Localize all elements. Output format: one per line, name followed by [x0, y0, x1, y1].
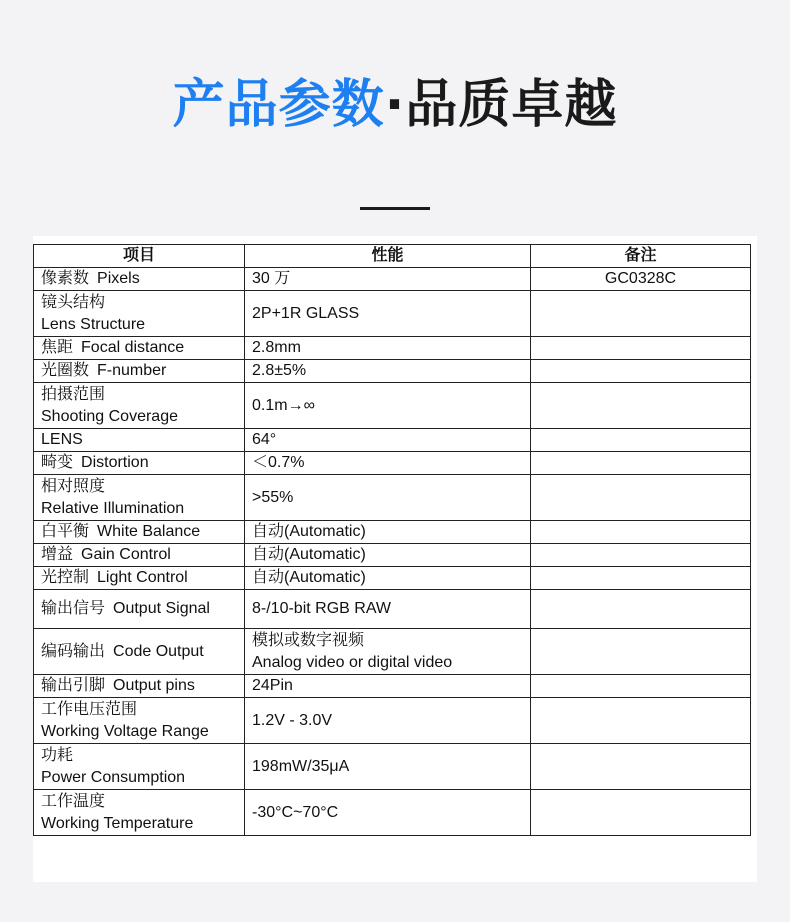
param-name-en: Output pins: [113, 677, 195, 694]
param-value-cell: [245, 475, 531, 521]
param-remark-cell: [531, 475, 751, 521]
param-name-en: Relative Illumination: [41, 499, 185, 517]
param-value-cell: [245, 452, 531, 475]
table-row: [34, 544, 751, 567]
param-remark-cell: [531, 337, 751, 360]
param-remark-cell: [531, 675, 751, 698]
table-row: [34, 790, 751, 836]
param-name-cell: [34, 475, 245, 521]
spec-sheet: [33, 236, 757, 882]
param-value: 64°: [252, 431, 277, 448]
param-remark-cell: [531, 452, 751, 475]
param-name-cn: 工作电压范围: [41, 700, 138, 718]
title-tagline: 品质卓越: [405, 75, 618, 135]
param-value: 2.8mm: [252, 339, 301, 356]
param-name-cn: 输出引脚: [41, 677, 106, 694]
param-remark-cell: [531, 698, 751, 744]
table-row: [34, 744, 751, 790]
table-row: [34, 360, 751, 383]
param-name-cn: 输出信号: [41, 600, 106, 617]
header-remark: 备注: [531, 245, 751, 268]
param-value-cell: [245, 383, 531, 429]
param-name-cell: [34, 790, 245, 836]
param-remark-cell: [531, 268, 751, 291]
param-name-en: LENS: [41, 431, 83, 448]
param-name-cn: 光圈数: [41, 362, 90, 379]
param-name-cn: 功耗: [41, 746, 74, 764]
page-title: [0, 72, 790, 138]
param-remark-cell: [531, 544, 751, 567]
param-remark-cell: [531, 291, 751, 337]
param-value-cell: [245, 337, 531, 360]
param-name-en: Gain Control: [81, 546, 171, 563]
param-name-en: Working Temperature: [41, 814, 194, 832]
param-name-cn: 增益: [41, 546, 74, 563]
param-name-cell: [34, 291, 245, 337]
param-name-en: Power Consumption: [41, 768, 186, 786]
param-name-cn: 工作温度: [41, 792, 106, 810]
table-row: [34, 521, 751, 544]
table-header-row: [34, 245, 751, 268]
param-value: >55%: [252, 488, 294, 506]
param-value: 24Pin: [252, 677, 293, 694]
table-row: [34, 675, 751, 698]
param-value-cell: [245, 744, 531, 790]
param-name-cn: 焦距: [41, 339, 74, 356]
param-remark-cell: [531, 790, 751, 836]
param-value: 自动(Automatic): [252, 546, 366, 563]
param-value: 2P+1R GLASS: [252, 304, 360, 322]
title-divider: [360, 207, 430, 210]
param-remark-cell: [531, 360, 751, 383]
param-name-cell: [34, 383, 245, 429]
param-name-cell: [34, 544, 245, 567]
param-name-cell: [34, 744, 245, 790]
param-value-cell: [245, 360, 531, 383]
param-name-cn: 编码输出: [41, 642, 106, 660]
param-value-cell: [245, 291, 531, 337]
param-remark-cell: [531, 429, 751, 452]
param-remark-cell: [531, 744, 751, 790]
table-row: [34, 337, 751, 360]
param-name-cn: 白平衡: [41, 523, 90, 540]
param-name-cn: 像素数: [41, 270, 90, 287]
param-name-cell: [34, 567, 245, 590]
table-row: [34, 452, 751, 475]
param-name-cn: 相对照度: [41, 477, 106, 495]
param-name-en: Working Voltage Range: [41, 722, 209, 740]
param-value: ＜0.7%: [252, 454, 305, 471]
table-row: [34, 629, 751, 675]
param-name-cell: [34, 629, 245, 675]
param-name-cell: [34, 675, 245, 698]
param-value-cell: [245, 675, 531, 698]
table-row: [34, 429, 751, 452]
param-name-en: F-number: [97, 362, 167, 379]
param-value-cell: [245, 521, 531, 544]
param-remark-cell: [531, 590, 751, 629]
param-value: 自动(Automatic): [252, 523, 366, 540]
param-value: 198mW/35μA: [252, 757, 350, 775]
param-name-cell: [34, 590, 245, 629]
param-name-en: White Balance: [97, 523, 201, 540]
param-value-cell: [245, 429, 531, 452]
table-row: [34, 590, 751, 629]
header-item: 项目: [34, 245, 245, 268]
param-name-cn: 镜头结构: [41, 293, 106, 311]
param-value: 0.1m→∞: [252, 396, 315, 414]
param-name-cell: [34, 268, 245, 291]
table-row: [34, 475, 751, 521]
param-value-cell: [245, 790, 531, 836]
header-performance: 性能: [245, 245, 531, 268]
param-value-cell: [245, 629, 531, 675]
param-name-en: Pixels: [97, 270, 140, 287]
param-remark-cell: [531, 521, 751, 544]
table-row: [34, 698, 751, 744]
table-row: [34, 291, 751, 337]
param-name-cell: [34, 360, 245, 383]
param-name-cn: 拍摄范围: [41, 385, 106, 403]
param-name-en: Focal distance: [81, 339, 185, 356]
param-value: 8-/10-bit RGB RAW: [252, 600, 391, 617]
title-highlight: 产品参数: [172, 75, 385, 135]
param-value: 模拟或数字视频: [252, 631, 365, 649]
param-value: 2.8±5%: [252, 362, 307, 379]
param-name-en: Light Control: [97, 569, 188, 586]
param-value: -30°C~70°C: [252, 803, 339, 821]
table-row: [34, 268, 751, 291]
param-value-cell: [245, 590, 531, 629]
param-value: 1.2V - 3.0V: [252, 711, 333, 729]
param-name-en: Shooting Coverage: [41, 407, 178, 425]
param-value-cell: [245, 698, 531, 744]
param-name-cell: [34, 429, 245, 452]
param-name-en: Distortion: [81, 454, 149, 471]
param-name-cell: [34, 521, 245, 544]
param-value: 30 万: [252, 270, 291, 287]
table-row: [34, 383, 751, 429]
table-row: [34, 567, 751, 590]
param-name-cell: [34, 452, 245, 475]
param-value-cell: [245, 544, 531, 567]
spec-table: [33, 244, 751, 836]
param-remark-cell: [531, 383, 751, 429]
param-remark-cell: [531, 629, 751, 675]
param-name-cn: 光控制: [41, 569, 90, 586]
param-name-cn: 畸变: [41, 454, 74, 471]
param-value-cell: [245, 567, 531, 590]
param-name-cell: [34, 337, 245, 360]
param-remark-cell: [531, 567, 751, 590]
param-remark: GC0328C: [604, 270, 677, 287]
param-value: 自动(Automatic): [252, 569, 366, 586]
param-name-en: Lens Structure: [41, 315, 146, 333]
param-name-en: Code Output: [113, 642, 204, 660]
param-value-en: Analog video or digital video: [252, 653, 453, 671]
param-value-cell: [245, 268, 531, 291]
param-name-en: Output Signal: [113, 600, 210, 617]
param-name-cell: [34, 698, 245, 744]
title-dot: ·: [384, 75, 406, 135]
